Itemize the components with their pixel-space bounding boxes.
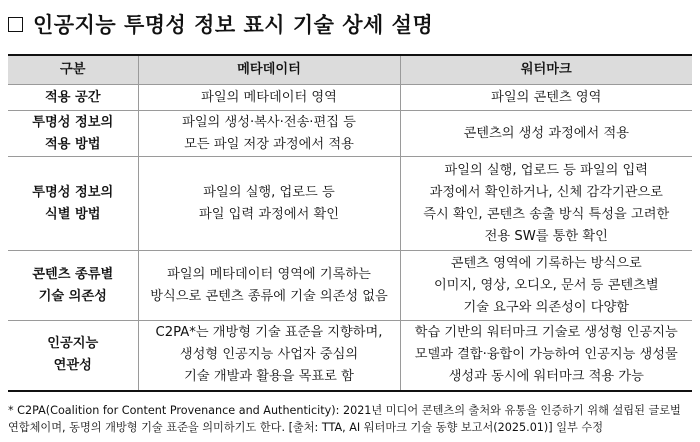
cell-line: 콘텐츠 영역에 기록하는 방식으로 xyxy=(450,255,642,271)
table-row xyxy=(8,251,692,321)
watermark-cell xyxy=(400,111,692,157)
comparison-table xyxy=(8,54,692,392)
cell-line: 파일의 실행, 업로드 등 xyxy=(203,184,335,200)
metadata-cell xyxy=(138,85,400,111)
cell-line: 이미지, 영상, 오디오, 문서 등 콘텐츠별 xyxy=(433,277,659,293)
table-row xyxy=(8,321,692,391)
cell-line: 과정에서 확인하거나, 신체 감각기관으로 xyxy=(429,184,663,200)
page-title: 인공지능 투명성 정보 표시 기술 상세 설명 xyxy=(33,13,434,37)
cell-line: 모델과 결합·융합이 가능하여 인공지능 생성물 xyxy=(414,347,678,363)
row-label xyxy=(8,251,138,321)
metadata-cell xyxy=(138,251,400,321)
checkbox-square-icon xyxy=(8,17,23,32)
watermark-cell xyxy=(400,157,692,251)
table-row xyxy=(8,85,692,111)
cell-line: 파일의 메타데이터 영역에 기록하는 xyxy=(167,266,371,282)
row-label-line: 식별 방법 xyxy=(44,206,101,222)
header-category: 구분 xyxy=(8,55,138,85)
row-label-line: 인공지능 xyxy=(47,336,99,352)
cell-line: 생성형 인공지능 사업자 중심의 xyxy=(179,347,359,363)
cell-line: 학습 기반의 워터마크 기술로 생성형 인공지능 xyxy=(414,325,678,341)
metadata-cell xyxy=(138,321,400,391)
row-label xyxy=(8,157,138,251)
cell-line: 파일의 생성·복사·전송·편집 등 xyxy=(182,114,356,130)
cell-line: 즉시 확인, 콘텐츠 송출 방식 특성을 고려한 xyxy=(423,206,670,222)
cell-line: 기술 요구와 의존성이 다양함 xyxy=(463,299,629,315)
cell-line: 파일의 실행, 업로드 등 파일의 입력 xyxy=(444,162,648,178)
cell-line: 모든 파일 저장 과정에서 적용 xyxy=(184,136,354,152)
cell-line: 콘텐츠의 생성 과정에서 적용 xyxy=(463,125,629,141)
watermark-cell xyxy=(400,85,692,111)
cell-line: 파일의 콘텐츠 영역 xyxy=(491,89,602,105)
row-label-line: 적용 공간 xyxy=(44,89,101,105)
row-label xyxy=(8,111,138,157)
row-label-line: 콘텐츠 종류별 xyxy=(32,266,114,282)
footnote-line: 연합체이며, 동명의 개방형 기술 표준을 의미하기도 한다. [출처: TTA, AI 워터마크 기술 동향 보고서(2025.01)] 일부 수정 xyxy=(8,421,603,434)
row-label-line: 투명성 정보의 xyxy=(32,184,114,200)
cell-line: C2PA*는 개방형 기술 표준을 지향하며, xyxy=(155,325,383,341)
footnote-line: * C2PA(Coalition for Content Provenance and Authenticity): 2021년 미디어 콘텐츠의 출처와 유통을 인증하기 위해 설립된 글로벌 xyxy=(8,404,681,417)
cell-line: 방식으로 콘텐츠 종류에 기술 의존성 없음 xyxy=(150,288,388,304)
watermark-cell xyxy=(400,251,692,321)
cell-line: 기술 개발과 활용을 목표로 함 xyxy=(184,369,354,385)
row-label-line: 투명성 정보의 xyxy=(32,114,114,130)
metadata-cell xyxy=(138,157,400,251)
row-label xyxy=(8,85,138,111)
watermark-cell xyxy=(400,321,692,391)
row-label-line: 적용 방법 xyxy=(44,136,101,152)
cell-line: 생성과 동시에 워터마크 적용 가능 xyxy=(448,369,644,385)
table-row xyxy=(8,111,692,157)
metadata-cell xyxy=(138,111,400,157)
table-row xyxy=(8,157,692,251)
row-label xyxy=(8,321,138,391)
footnote xyxy=(8,402,692,436)
row-label-line: 연관성 xyxy=(53,358,92,374)
row-label-line: 기술 의존성 xyxy=(38,288,107,304)
header-watermark: 워터마크 xyxy=(400,55,692,85)
title-row xyxy=(8,8,433,40)
header-metadata: 메타데이터 xyxy=(138,55,400,85)
cell-line: 파일의 메타데이터 영역 xyxy=(201,89,337,105)
cell-line: 파일 입력 과정에서 확인 xyxy=(199,206,339,222)
cell-line: 전용 SW를 통한 확인 xyxy=(484,228,608,244)
table-header-row xyxy=(8,55,692,85)
